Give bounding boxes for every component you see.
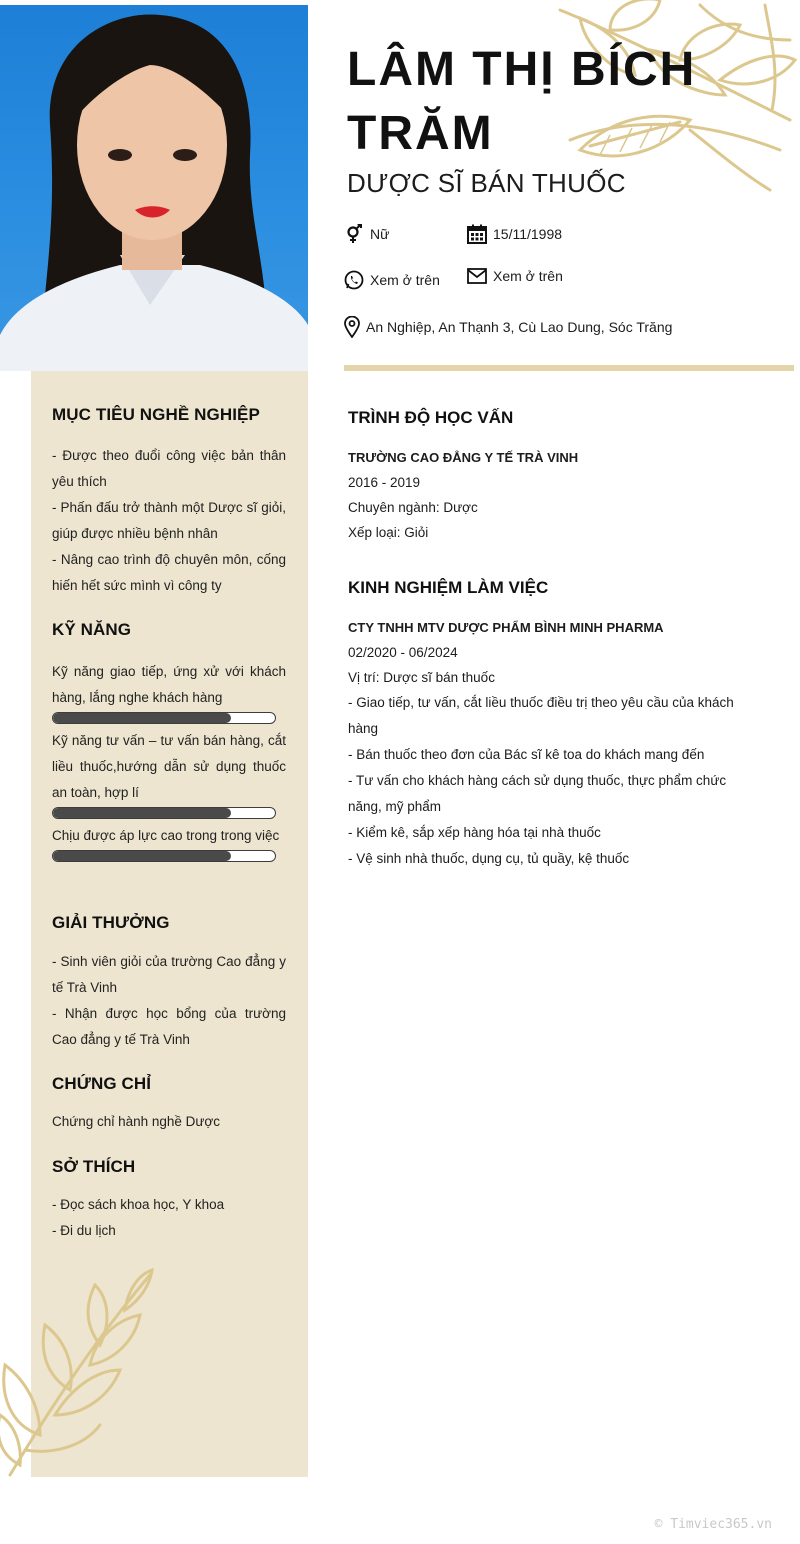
hobby-line: - Đọc sách khoa học, Y khoa bbox=[52, 1197, 225, 1212]
objective-line: - Phấn đấu trở thành một Dược sĩ giỏi, giúp được nhiều bệnh nhân bbox=[52, 500, 286, 541]
duty-item: - Kiểm kê, sắp xếp hàng hóa tại nhà thuốc bbox=[348, 825, 601, 840]
education-title: TRÌNH ĐỘ HỌC VẤN bbox=[348, 408, 514, 427]
location-pin-icon bbox=[344, 316, 360, 338]
awards-title: GIẢI THƯỞNG bbox=[52, 913, 170, 932]
skill-label: Kỹ năng giao tiếp, ứng xử với khách hàng, lắng nghe khách hàng bbox=[52, 664, 286, 705]
education-major: Chuyên ngành: Dược bbox=[348, 500, 478, 515]
certificates-title: CHỨNG CHỈ bbox=[52, 1074, 152, 1093]
skill-bar bbox=[52, 807, 276, 819]
education-block bbox=[348, 446, 758, 545]
duty-item: - Tư vấn cho khách hàng cách sử dụng thuốc, thực phẩm chức năng, mỹ phẩm bbox=[348, 773, 727, 814]
gender-icon bbox=[344, 224, 364, 244]
experience-position: Vị trí: Dược sĩ bán thuốc bbox=[348, 670, 495, 685]
skill-label: Kỹ năng tư vấn – tư vấn bán hàng, cắt liều thuốc,hướng dẫn sử dụng thuốc an toàn, hợp lí bbox=[52, 733, 286, 800]
duty-item: - Giao tiếp, tư vấn, cắt liều thuốc điều trị theo yêu cầu của khách hàng bbox=[348, 695, 734, 736]
objective-line: - Được theo đuổi công việc bản thân yêu thích bbox=[52, 448, 286, 489]
watermark: © Timviec365.vn bbox=[654, 1517, 772, 1532]
award-line: - Sinh viên giỏi của trường Cao đẳng y tế Trà Vinh bbox=[52, 954, 286, 995]
skill-bar-fill bbox=[53, 713, 231, 723]
certificates-text bbox=[52, 1109, 286, 1135]
profile-photo bbox=[0, 5, 308, 371]
job-title: DƯỢC SĨ BÁN THUỐC bbox=[347, 168, 626, 198]
award-line: - Nhận được học bổng của trường Cao đẳng y tế Trà Vinh bbox=[52, 1006, 286, 1047]
certificate-line: Chứng chỉ hành nghề Dược bbox=[52, 1114, 221, 1129]
school-name: TRƯỜNG CAO ĐẲNG Y TẾ TRÀ VINH bbox=[348, 450, 579, 465]
objective-title: MỤC TIÊU NGHỀ NGHIỆP bbox=[52, 405, 260, 424]
objective-line: - Nâng cao trình độ chuyên môn, cống hiến hết sức mình vì công ty bbox=[52, 552, 286, 593]
company-name: CTY TNHH MTV DƯỢC PHẨM BÌNH MINH PHARMA bbox=[348, 620, 664, 635]
experience-title: KINH NGHIỆM LÀM VIỆC bbox=[348, 578, 549, 597]
experience-period: 02/2020 - 06/2024 bbox=[348, 645, 458, 660]
gender-value: Nữ bbox=[370, 226, 390, 242]
calendar-icon bbox=[467, 224, 487, 244]
candidate-name: LÂM THỊ BÍCH TRĂM bbox=[347, 43, 697, 160]
email-value[interactable]: Xem ở trên bbox=[493, 268, 563, 284]
skill-bar-fill bbox=[53, 851, 231, 861]
duty-item: - Bán thuốc theo đơn của Bác sĩ kê toa do khách mang đến bbox=[348, 747, 705, 762]
email-info bbox=[467, 268, 563, 284]
address-value: An Nghiệp, An Thạnh 3, Cù Lao Dung, Sóc Trăng bbox=[366, 319, 673, 335]
duty-item: - Vệ sinh nhà thuốc, dụng cụ, tủ quầy, kệ thuốc bbox=[348, 851, 630, 866]
phone-icon bbox=[344, 270, 364, 290]
skill-bar bbox=[52, 850, 276, 862]
skill-bar bbox=[52, 712, 276, 724]
experience-block bbox=[348, 616, 758, 872]
birthday-value: 15/11/1998 bbox=[493, 226, 563, 242]
education-period: 2016 - 2019 bbox=[348, 475, 421, 490]
hobbies-text bbox=[52, 1192, 286, 1244]
hobbies-title: SỞ THÍCH bbox=[52, 1157, 136, 1176]
header-divider bbox=[344, 365, 794, 371]
skills-list bbox=[52, 659, 286, 866]
skill-bar-fill bbox=[53, 808, 231, 818]
address-info bbox=[344, 316, 672, 338]
phone-value[interactable]: Xem ở trên bbox=[370, 272, 440, 288]
objective-text bbox=[52, 443, 286, 599]
skills-title: KỸ NĂNG bbox=[52, 620, 132, 639]
education-grade: Xếp loại: Giỏi bbox=[348, 525, 429, 540]
email-icon bbox=[467, 268, 487, 284]
skill-label: Chịu được áp lực cao trong trong việc bbox=[52, 828, 280, 843]
gender-info bbox=[344, 224, 389, 244]
hobby-line: - Đi du lịch bbox=[52, 1223, 116, 1238]
birthday-info bbox=[467, 224, 562, 244]
awards-text bbox=[52, 949, 286, 1053]
phone-info bbox=[344, 270, 440, 290]
